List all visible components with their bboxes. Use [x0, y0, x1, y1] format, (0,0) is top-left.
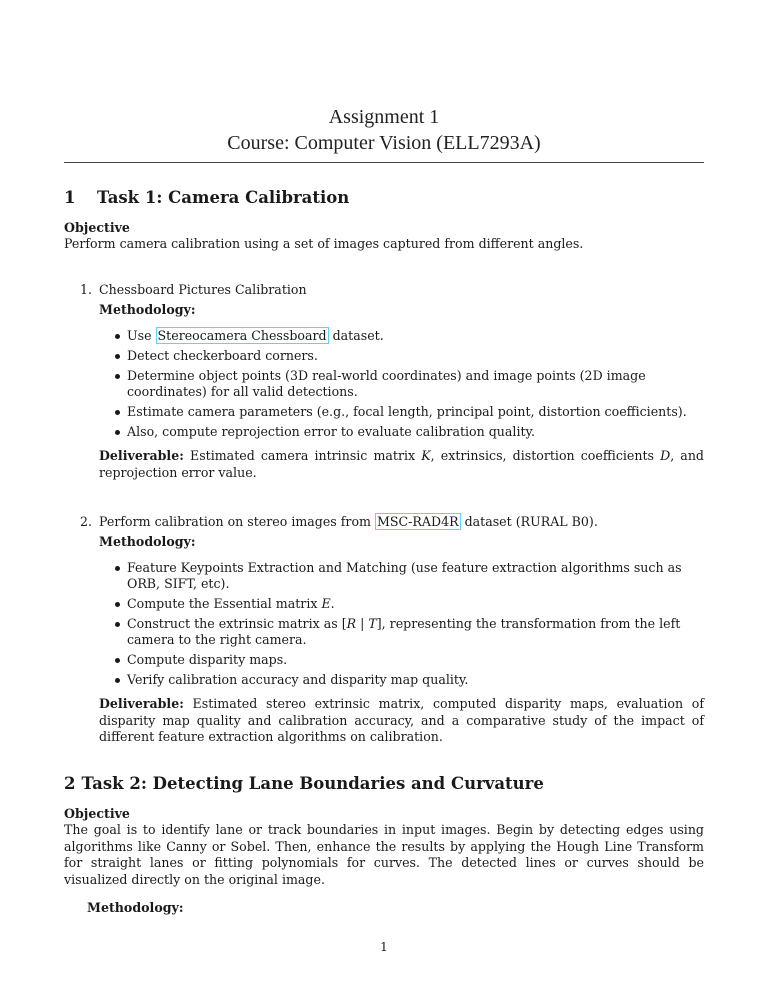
- section-1-header: [64, 188, 704, 208]
- title-divider: [64, 162, 704, 163]
- objective-text: Perform camera calibration using a set of images captured from different angles.: [64, 236, 584, 251]
- bullet-item: Use Stereocamera Chessboard dataset.: [127, 328, 704, 344]
- section-2-methodology: [87, 900, 727, 916]
- bullet-item: Detect checkerboard corners.: [127, 348, 704, 364]
- bullet-item: Verify calibration accuracy and disparity map quality.: [127, 672, 704, 688]
- deliverable-text: Deliverable: Estimated camera intrinsic matrix K, extrinsics, distortion coefficients D, and reprojection error value.: [99, 448, 704, 480]
- item-body: [99, 282, 704, 481]
- assignment-title: Assignment 1: [328, 106, 440, 128]
- section-1-objective: [64, 220, 704, 253]
- title-block: [64, 104, 704, 156]
- item-number: 2.: [80, 514, 93, 529]
- bullet-icon: [115, 602, 120, 607]
- methodology-label: Methodology:: [99, 534, 196, 549]
- bullet-icon: [115, 410, 120, 415]
- course-title: Course: Computer Vision (ELL7293A): [227, 132, 541, 154]
- item-title: Chessboard Pictures Calibration: [99, 282, 307, 297]
- section-1-heading: [64, 188, 704, 208]
- section-2-header: [64, 774, 704, 794]
- section-2-objective: [64, 806, 704, 888]
- objective-text: The goal is to identify lane or track boundaries in input images. Begin by detecting edges using algorithms like Canny or Sobel. Then, enhance the results by applying the Hough Line Transform for straight lanes or fitting polynomials for curves. The detected lines or curves should be visualized directly on the original image.: [64, 822, 704, 887]
- bullet-icon: [115, 622, 120, 627]
- section-1-number: 1: [64, 188, 76, 207]
- bullet-icon: [115, 658, 120, 663]
- bullet-icon: [115, 430, 120, 435]
- bullet-item: Determine object points (3D real-world coordinates) and image points (2D image coordinates) for all valid detections.: [127, 368, 704, 400]
- section-1-title: Task 1: Camera Calibration: [97, 188, 350, 207]
- stereocamera-chessboard-link[interactable]: Stereocamera Chessboard: [157, 328, 327, 343]
- deliverable-text: Deliverable: Estimated stereo extrinsic matrix, computed disparity maps, evaluation of disparity map quality and calibration accuracy, and a comparative study of the impact of different feature extraction algorithms on calibration.: [99, 696, 704, 744]
- bullet-icon: [115, 374, 120, 379]
- deliverable-label: Deliverable:: [99, 696, 184, 711]
- bullet-item: Estimate camera parameters (e.g., focal length, principal point, distortion coefficients).: [127, 404, 704, 420]
- objective-label: Objective: [64, 220, 130, 235]
- bullet-item: Compute the Essential matrix E.: [127, 596, 704, 612]
- objective-label: Objective: [64, 806, 130, 821]
- bullet-item: Also, compute reprojection error to evaluate calibration quality.: [127, 424, 704, 440]
- bullet-item: Construct the extrinsic matrix as [R | T], representing the transformation from the left camera to the right camera.: [127, 616, 704, 648]
- methodology-label: Methodology:: [87, 900, 184, 915]
- methodology-label: Methodology:: [99, 302, 196, 317]
- bullet-icon: [115, 334, 120, 339]
- msc-rad4r-link[interactable]: MSC-RAD4R: [376, 514, 459, 529]
- item-body: [99, 514, 704, 746]
- page-number: 1: [380, 940, 388, 954]
- section-2-heading: [64, 774, 704, 794]
- list-item: [64, 282, 704, 481]
- bullet-item: Feature Keypoints Extraction and Matching (use feature extraction algorithms such as ORB, SIFT, etc).: [127, 560, 704, 592]
- bullet-item: Compute disparity maps.: [127, 652, 704, 668]
- section-2-number: 2: [64, 774, 76, 793]
- list-item: [64, 514, 704, 746]
- deliverable-label: Deliverable:: [99, 448, 184, 463]
- section-2-title: Task 2: Detecting Lane Boundaries and Curvature: [81, 774, 544, 793]
- item-number: 1.: [80, 282, 93, 297]
- bullet-icon: [115, 354, 120, 359]
- methodology-list: [99, 560, 704, 688]
- item-title: Perform calibration on stereo images from MSC-RAD4R dataset (RURAL B0).: [99, 514, 598, 529]
- methodology-list: [99, 328, 704, 440]
- bullet-icon: [115, 566, 120, 571]
- bullet-icon: [115, 678, 120, 683]
